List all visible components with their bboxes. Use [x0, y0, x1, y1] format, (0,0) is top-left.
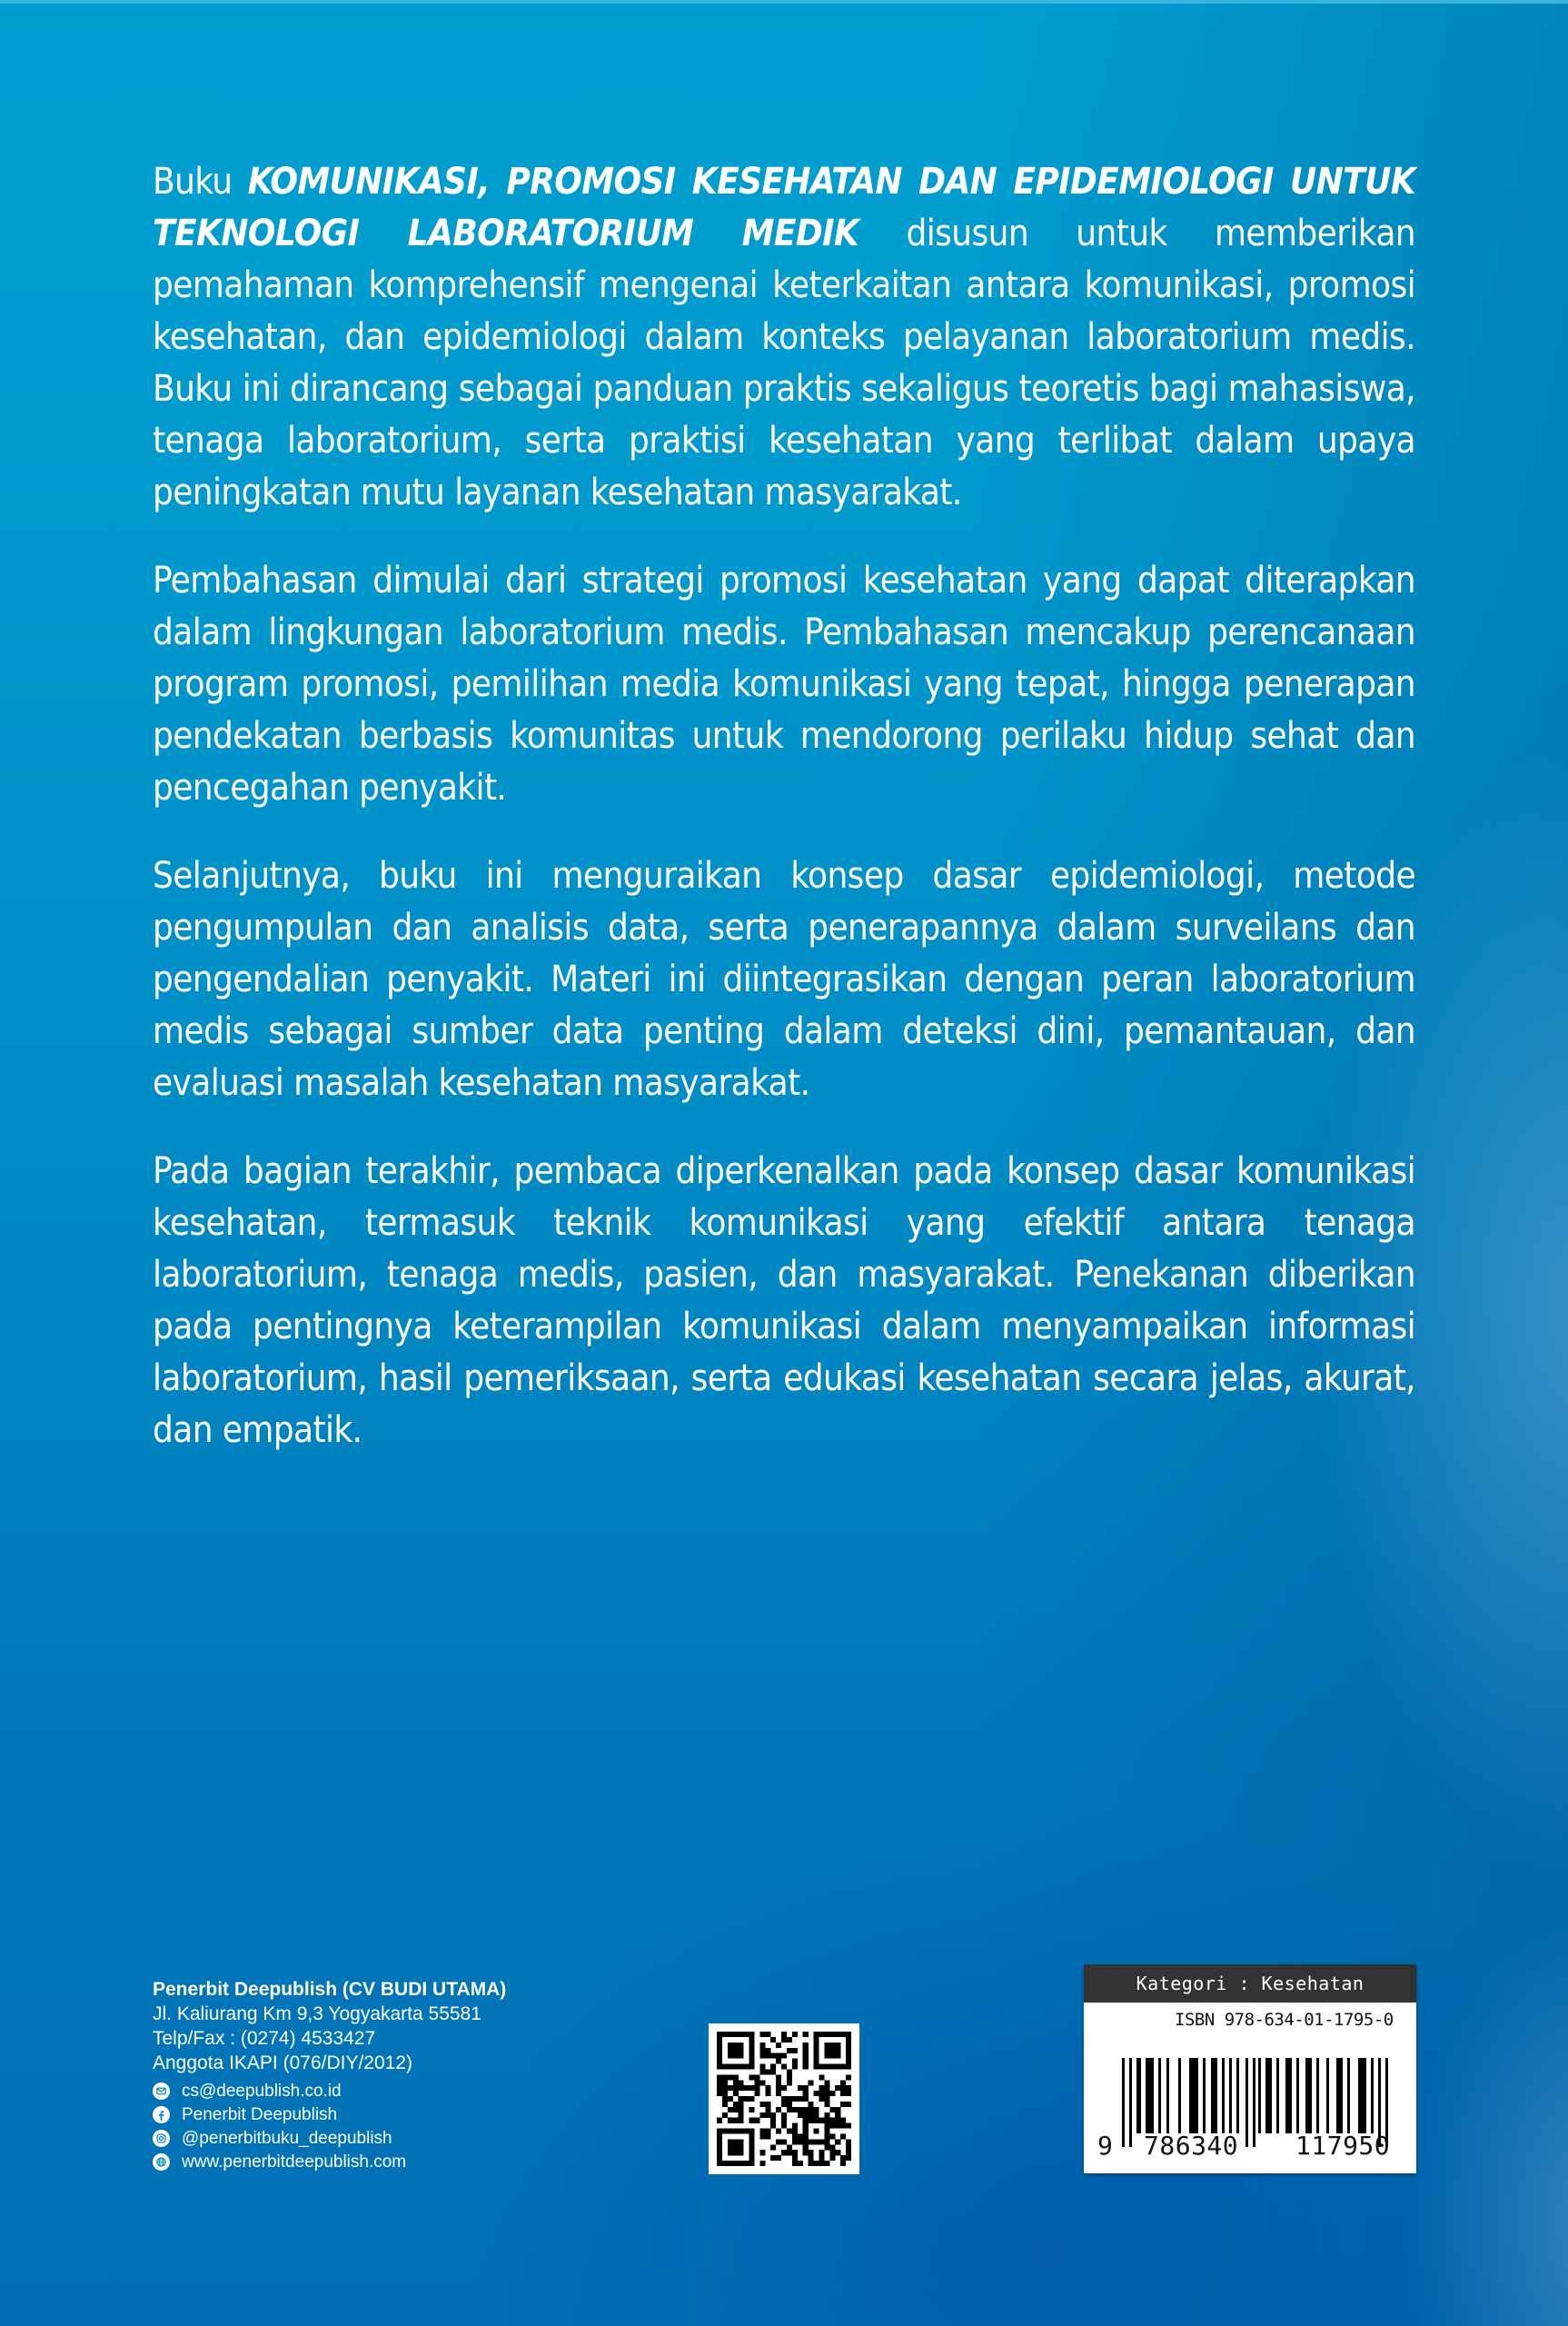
contact-email-label: cs@deepublish.co.id — [182, 2081, 342, 2101]
cover-top-edge — [0, 0, 1568, 4]
qr-code — [709, 2023, 859, 2174]
isbn-barcode-label — [1084, 1964, 1416, 2173]
globe-icon — [153, 2153, 170, 2171]
instagram-icon — [153, 2130, 170, 2147]
back-cover-blurb — [153, 156, 1415, 1493]
publisher-address: Jl. Kaliurang Km 9,3 Yogyakarta 55581 — [153, 2003, 481, 2024]
blurb-paragraph-2: Pembahasan dimulai dari strategi promosi kesehatan yang dapat diterapkan dalam lingkungan laboratorium medis. Pembahasan mencakup perencanaan program promosi, pemilihan media komunikasi yang tepat, hingga penerapan pendekatan berbasis komunitas untuk mendorong perilaku hidup sehat dan pencegahan penyakit. — [153, 560, 1415, 809]
contact-facebook-label: Penerbit Deepublish — [182, 2104, 338, 2124]
blurb-paragraph-4: Pada bagian terakhir, pembaca diperkenalkan pada konsep dasar komunikasi kesehatan, termasuk teknik komunikasi yang efektif antara tenaga laboratorium, tenaga medis, pasien, dan masyarakat. Penekanan diberikan pada pentingnya keterampilan komunikasi dalam menyampaikan informasi laboratorium, hasil pemeriksaan, serta edukasi kesehatan secara jelas, akurat, dan empatik. — [153, 1150, 1415, 1451]
contact-email[interactable] — [153, 2079, 506, 2102]
contact-instagram-label: @penerbitbuku_deepublish — [182, 2128, 392, 2148]
barcode-right-digits: 117950 — [1295, 2131, 1391, 2161]
barcode-lead-digit: 9 — [1097, 2131, 1113, 2161]
blurb-paragraph-3: Selanjutnya, buku ini menguraikan konsep dasar epidemiologi, metode pengumpulan dan analisis data, serta penerapannya dalam surveilans dan pengendalian penyakit. Materi ini diintegrasikan dengan peran laboratorium medis sebagai sumber data penting dalam deteksi dini, pemantauan, dan evaluasi masalah kesehatan masyarakat. — [153, 855, 1415, 1104]
isbn-text: ISBN 978-634-01-1795-0 — [1175, 2010, 1394, 2030]
publisher-contacts — [153, 2079, 506, 2173]
blurb-paragraph-1-text: disusun untuk memberikan pemahaman komprehensif mengenai keterkaitan antara komunikasi, promosi kesehatan, dan epidemiologi dalam konteks pelayanan laboratorium medis. Buku ini dirancang sebagai panduan praktis sekaligus teoretis bagi mahasiswa, tenaga laboratorium, serta praktisi kesehatan yang terlibat dalam upaya peningkatan mutu layanan kesehatan masyarakat. — [153, 213, 1415, 513]
publisher-membership: Anggota IKAPI (076/DIY/2012) — [153, 2053, 413, 2073]
contact-facebook[interactable] — [153, 2102, 506, 2126]
publisher-info — [153, 1977, 506, 2173]
qr-code-icon — [717, 2032, 851, 2166]
contact-website-label: www.penerbitdeepublish.com — [182, 2152, 407, 2172]
barcode-left-digits: 786340 — [1144, 2131, 1239, 2161]
facebook-icon — [153, 2106, 170, 2123]
book-title: KOMUNIKASI, PROMOSI KESEHATAN DAN EPIDEMIOLOGI UNTUK TEKNOLOGI LABORATORIUM MEDIK — [153, 161, 1415, 254]
blurb-intro: Buku — [153, 161, 248, 203]
publisher-phone: Telp/Fax : (0274) 4533427 — [153, 2028, 376, 2049]
publisher-name: Penerbit Deepublish (CV BUDI UTAMA) — [153, 1979, 507, 2000]
category-label: Kategori : Kesehatan — [1084, 1964, 1416, 2003]
blurb-paragraph-1 — [153, 156, 1415, 519]
contact-website[interactable] — [153, 2150, 506, 2173]
email-icon — [153, 2082, 170, 2100]
contact-instagram[interactable] — [153, 2126, 506, 2150]
